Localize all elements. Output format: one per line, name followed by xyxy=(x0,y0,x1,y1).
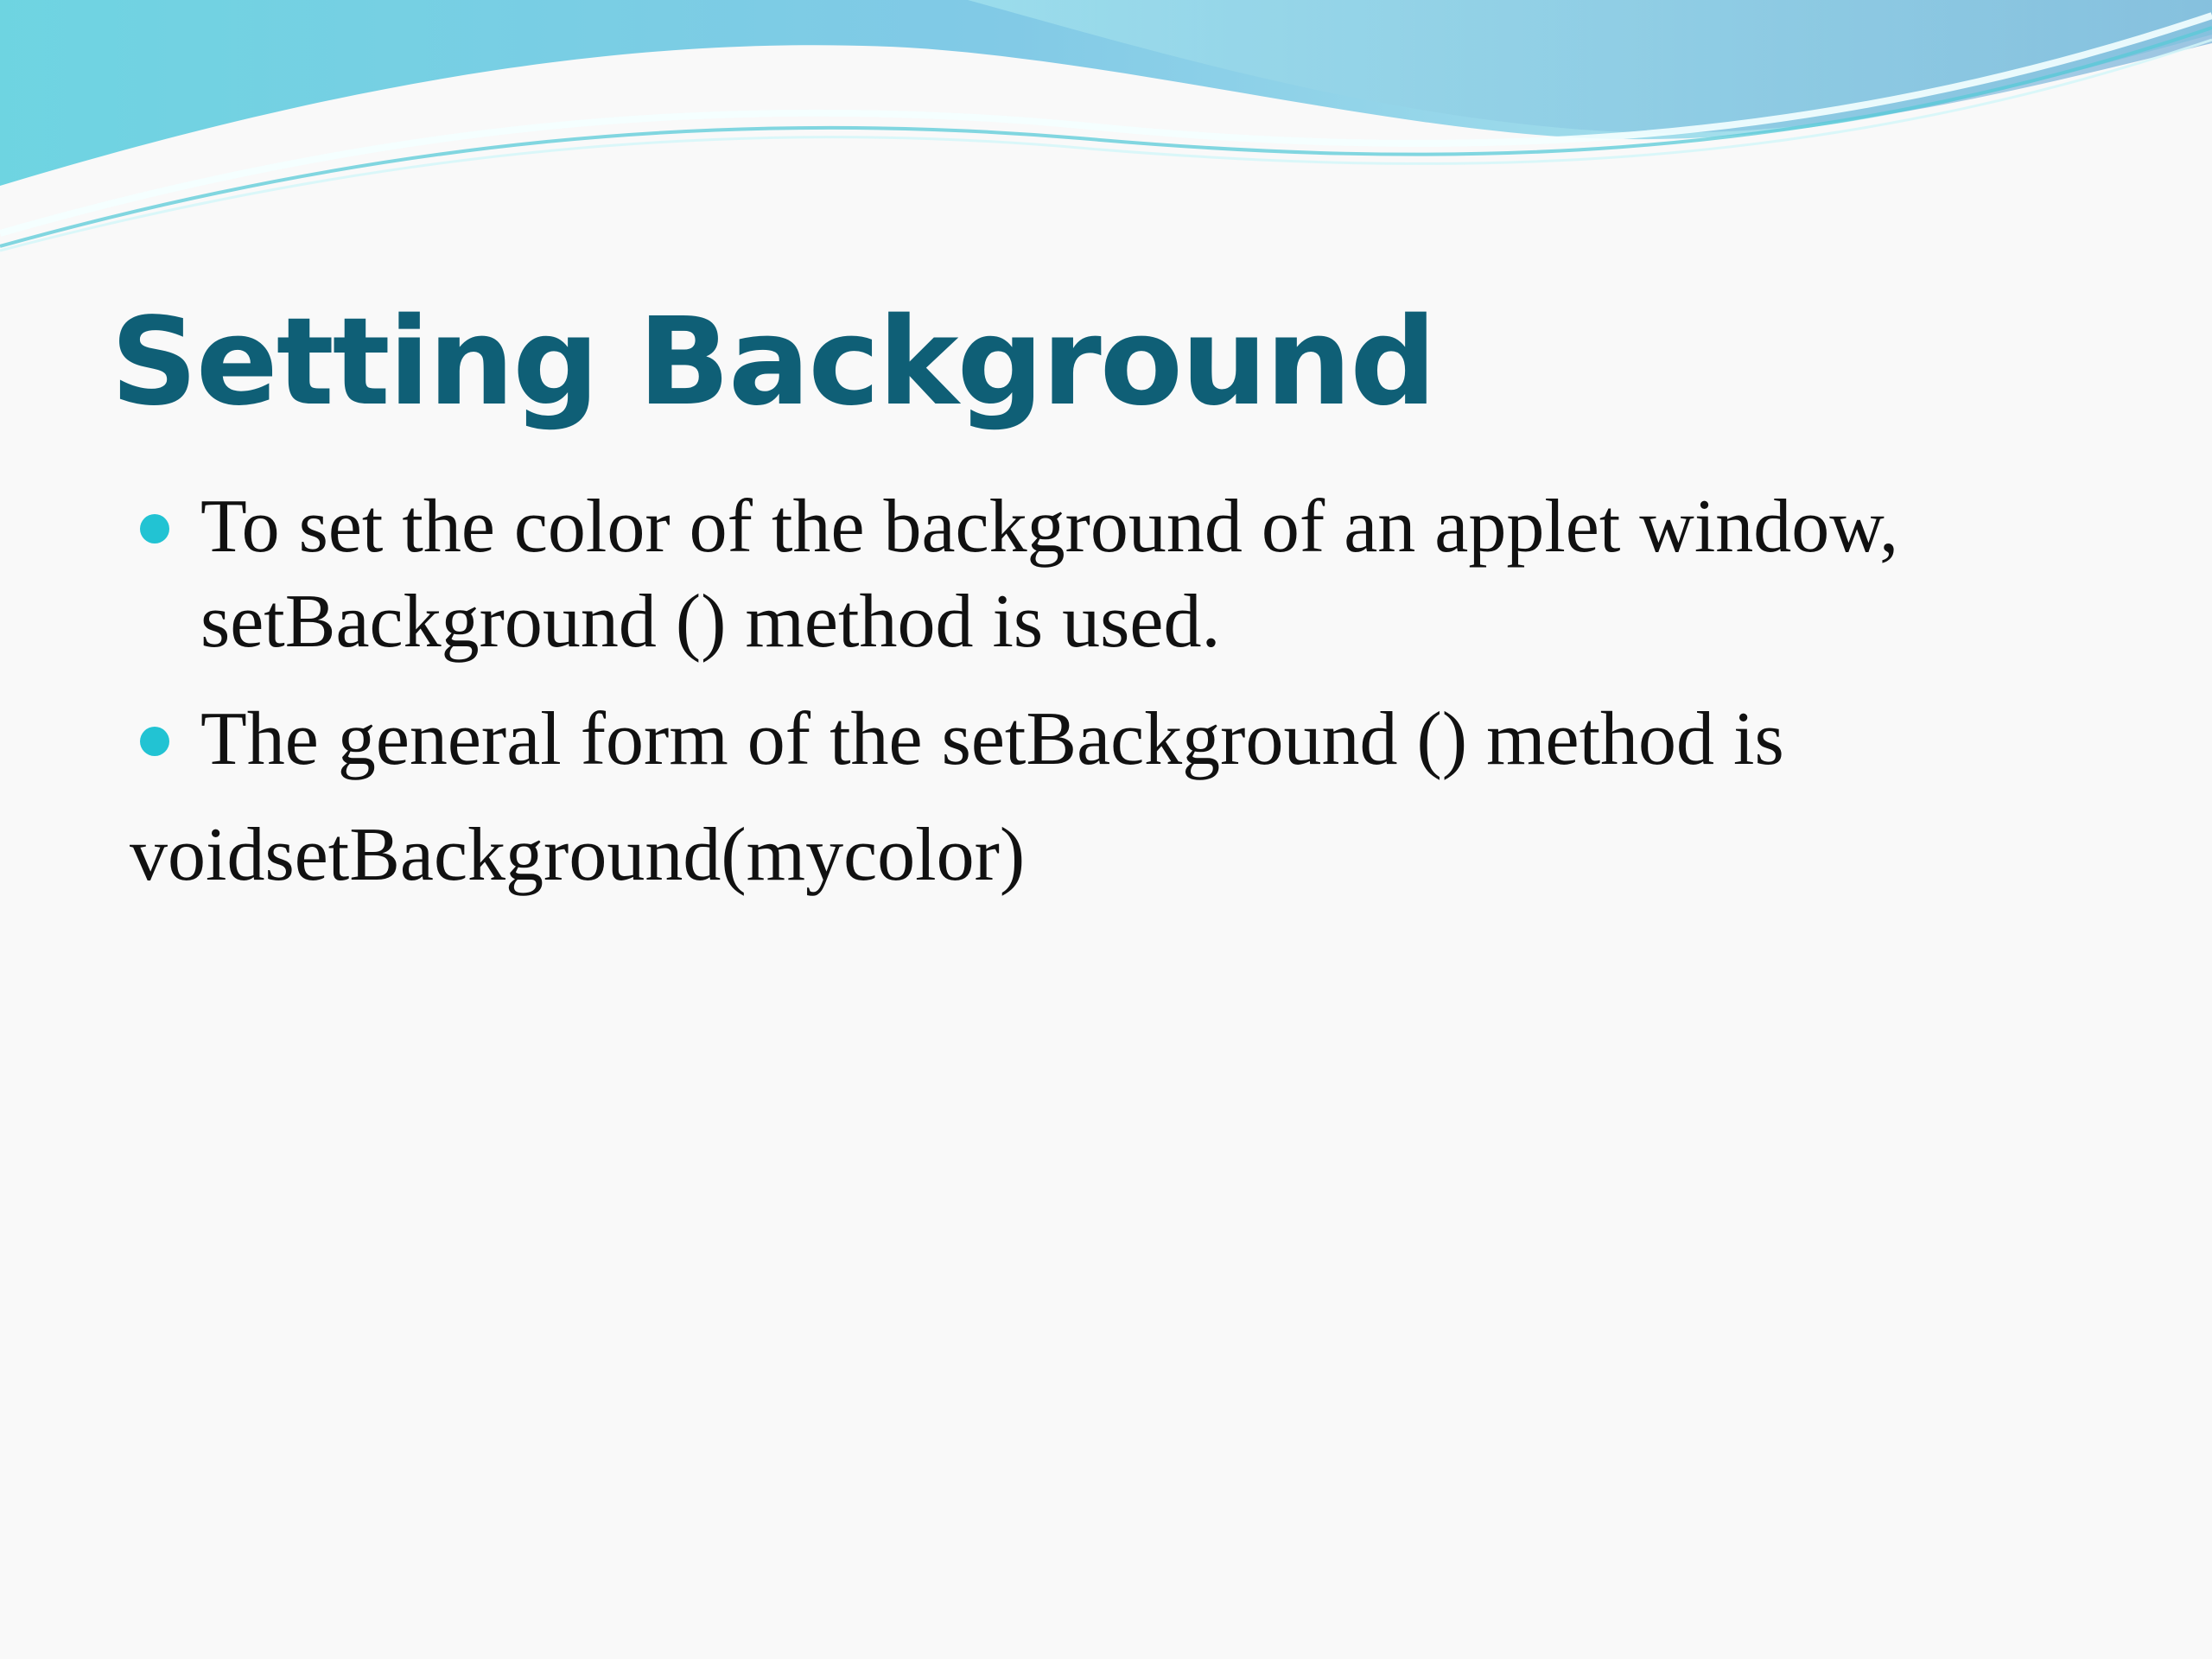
bullet-item-background-color xyxy=(138,480,2082,670)
bullet-item-general-form xyxy=(138,692,2082,787)
bullet-dot-icon xyxy=(140,727,169,756)
bullet-text: To set the color of the background of an applet window, setBackground () method is used. xyxy=(200,485,1899,664)
bullet-list xyxy=(138,480,2082,810)
slide-title: Setting Background xyxy=(111,292,1435,433)
bullet-text: The general form of the setBackground () method is xyxy=(200,697,1784,781)
method-signature: voidsetBackground(mycolor) xyxy=(130,813,1026,897)
bullet-dot-icon xyxy=(140,514,169,543)
decorative-wave-header xyxy=(0,0,2212,259)
